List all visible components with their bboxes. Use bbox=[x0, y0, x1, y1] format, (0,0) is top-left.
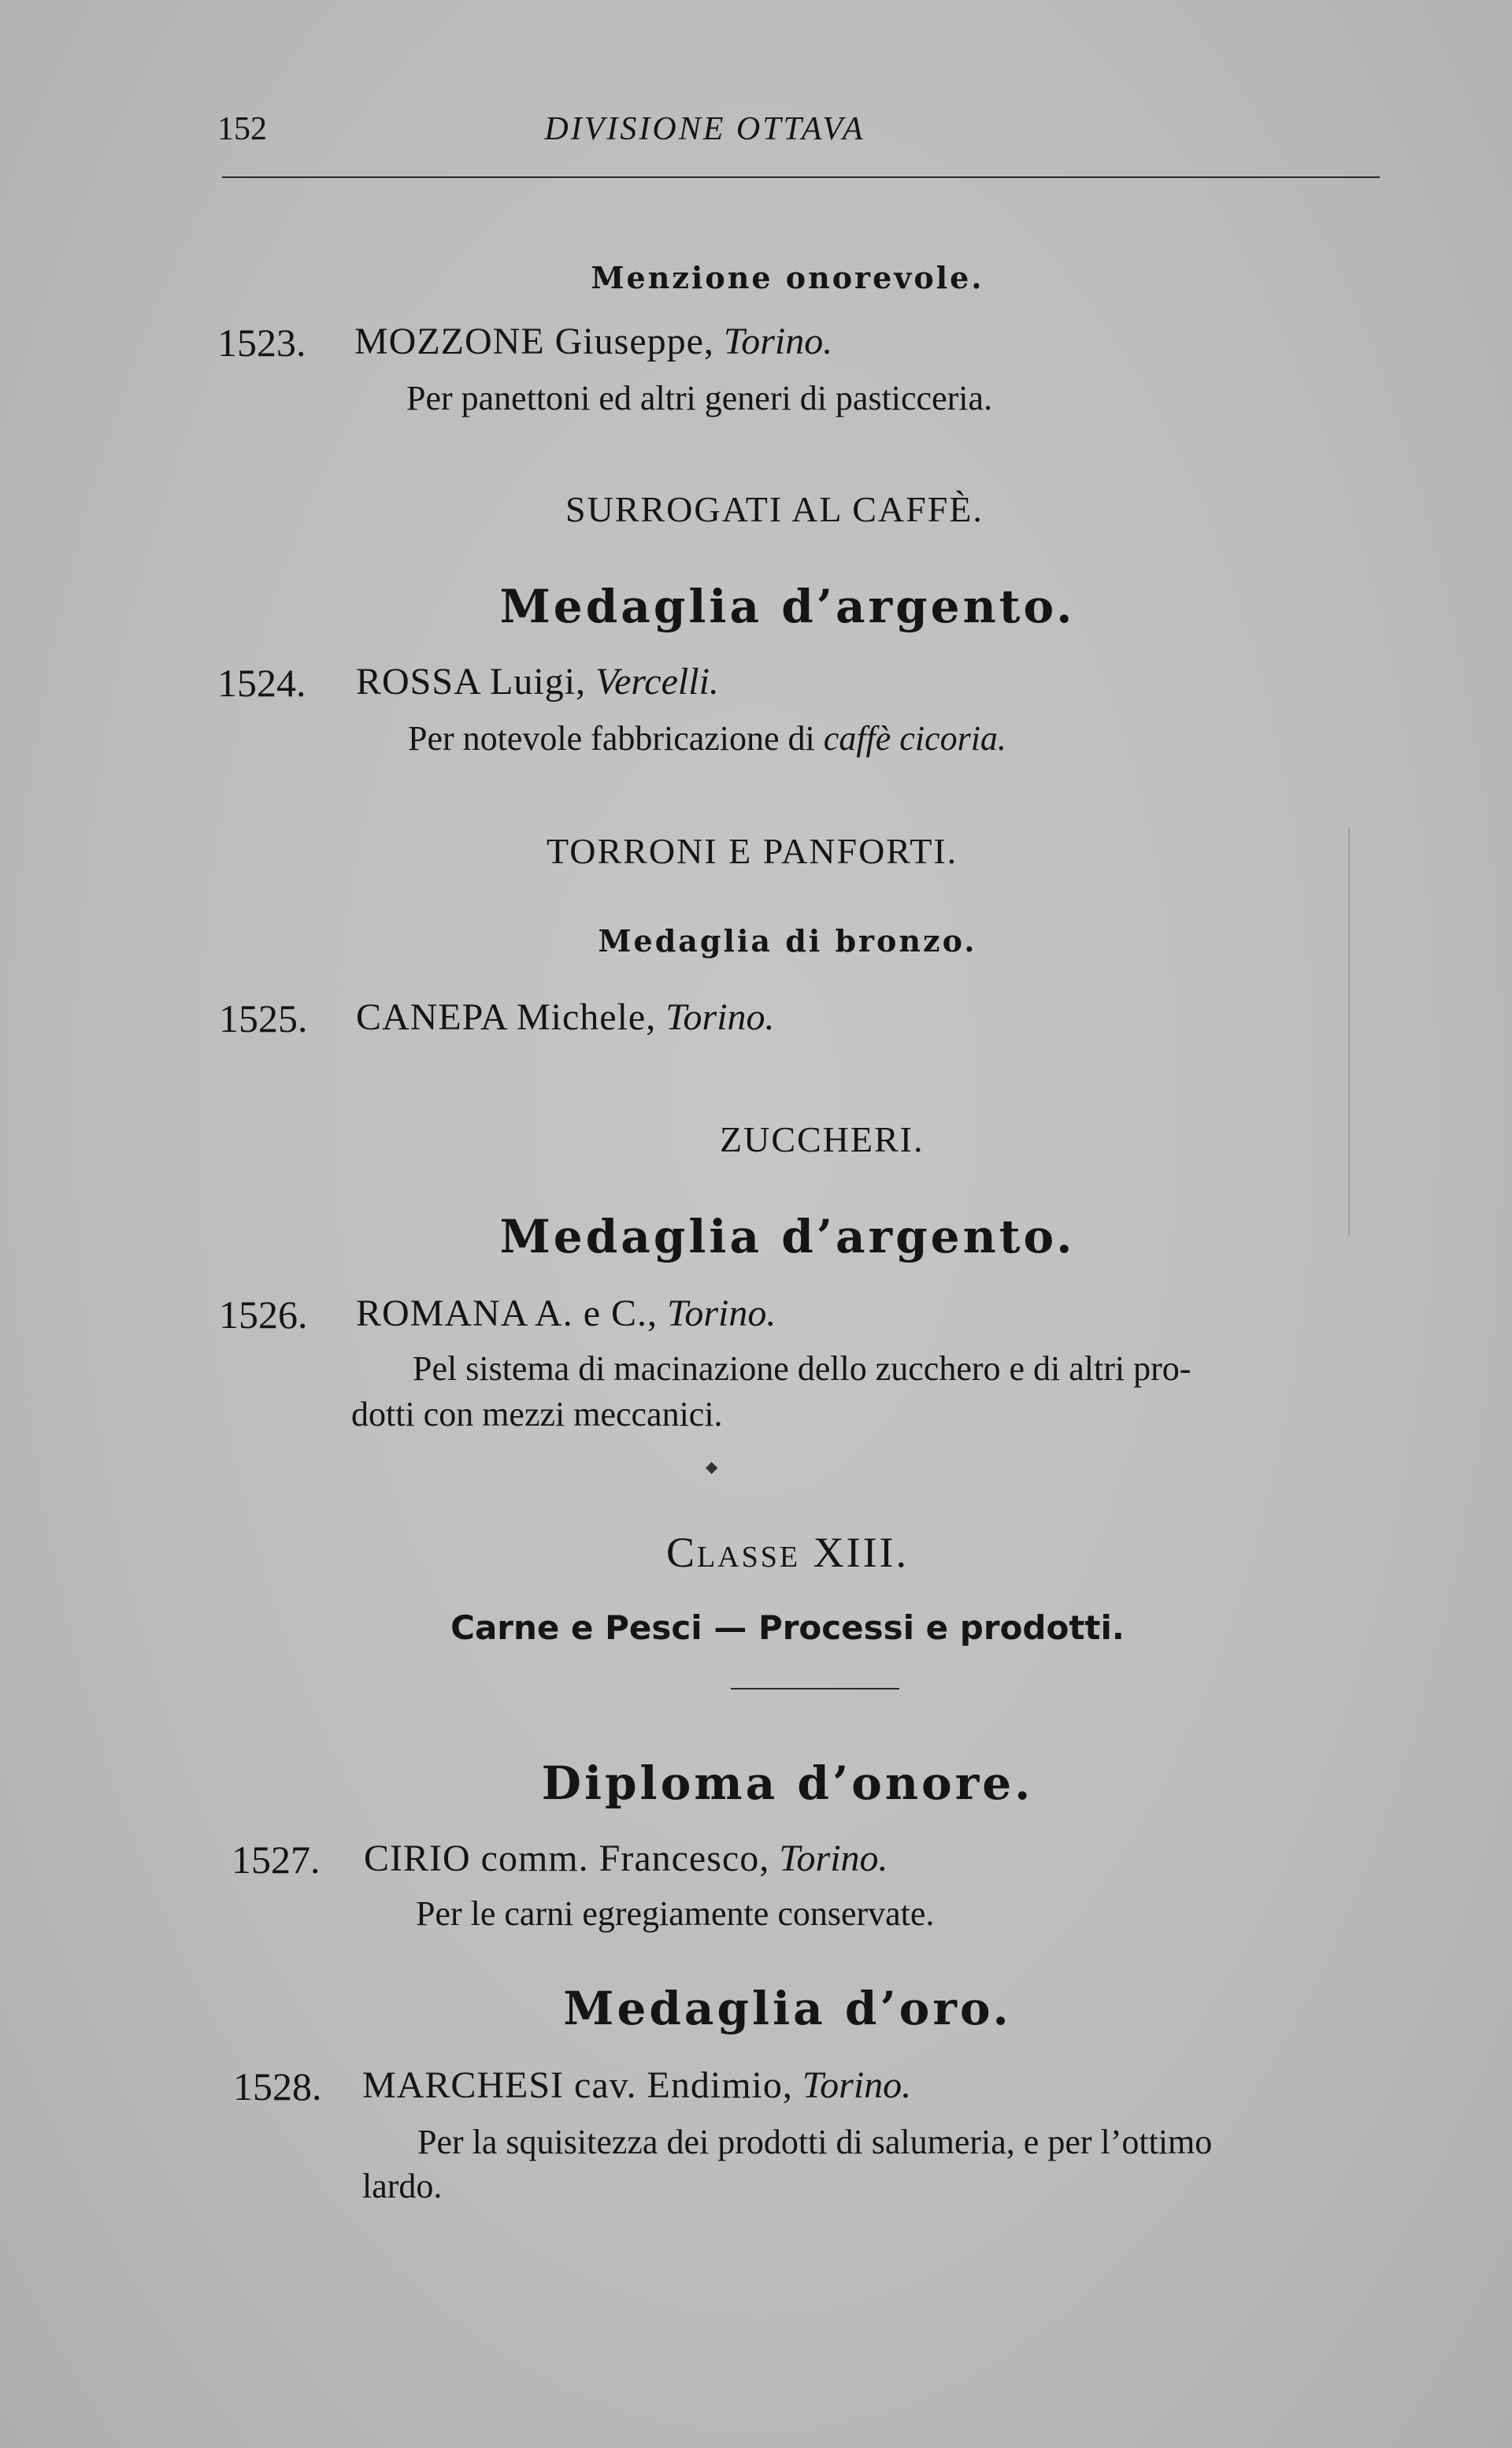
header-rule bbox=[222, 176, 1380, 178]
entry-number-1528: 1528. bbox=[233, 2064, 322, 2109]
entry-place: Torino. bbox=[665, 996, 775, 1038]
entry-desc-1526-line2: dotti con mezzi meccanici. bbox=[351, 1395, 723, 1434]
award-heading-oro: Medaglia d’oro. bbox=[563, 1982, 1012, 2035]
award-heading-argento-1: Medaglia d’argento. bbox=[499, 580, 1076, 633]
class-subtitle: Carne e Pesci — Processi e prodotti. bbox=[450, 1608, 1125, 1647]
entry-1523 bbox=[354, 320, 832, 363]
award-heading-menzione: Menzione onorevole. bbox=[591, 260, 984, 295]
entry-desc-1528-line1: Per la squisitezza dei prodotti di salumeria, e per l’ottimo bbox=[417, 2123, 1213, 2161]
entry-place: Torino. bbox=[723, 321, 833, 362]
desc-italic-text: caffè cicoria. bbox=[823, 719, 1006, 758]
entry-desc-1528-line2: lardo. bbox=[362, 2167, 443, 2205]
entry-place: Vercelli. bbox=[595, 661, 719, 703]
entry-desc-1523: Per panettoni ed altri generi di pasticceria. bbox=[406, 379, 993, 417]
entry-desc-1524 bbox=[408, 718, 1006, 759]
entry-place: Torino. bbox=[802, 2064, 912, 2106]
award-heading-argento-2: Medaglia d’argento. bbox=[499, 1210, 1076, 1263]
section-heading-torroni: TORRONI E PANFORTI. bbox=[547, 831, 958, 871]
class-rule bbox=[731, 1688, 899, 1689]
entry-name: ROMANA A. e C., bbox=[356, 1293, 658, 1334]
entry-desc-1527: Per le carni egregiamente conservate. bbox=[416, 1894, 935, 1933]
entry-1526 bbox=[356, 1292, 776, 1335]
page-number: 152 bbox=[217, 111, 267, 147]
entry-place: Torino. bbox=[779, 1838, 888, 1879]
section-heading-zuccheri: ZUCCHERI. bbox=[720, 1119, 925, 1159]
entry-number-1526: 1526. bbox=[219, 1293, 308, 1337]
entry-number-1524: 1524. bbox=[217, 661, 306, 705]
desc-text: Per notevole fabbricazione di bbox=[408, 719, 815, 758]
entry-name: CIRIO comm. Francesco, bbox=[364, 1838, 770, 1879]
entry-desc-1526-line1: Pel sistema di macinazione dello zucchero e di altri pro- bbox=[413, 1349, 1191, 1388]
page-edge-shadow bbox=[1348, 827, 1350, 1237]
entry-1525 bbox=[356, 996, 775, 1039]
class-title: Classe XIII. bbox=[665, 1529, 910, 1576]
running-title: DIVISIONE OTTAVA bbox=[544, 111, 865, 147]
entry-number-1527: 1527. bbox=[232, 1838, 321, 1882]
entry-name: MOZZONE Giuseppe, bbox=[354, 321, 714, 362]
entry-place: Torino. bbox=[667, 1293, 776, 1334]
entry-number-1523: 1523. bbox=[217, 321, 306, 365]
entry-1527 bbox=[364, 1837, 888, 1880]
award-heading-diploma: Diploma d’onore. bbox=[541, 1756, 1034, 1810]
section-heading-surrogati: SURROGATI AL CAFFÈ. bbox=[565, 489, 984, 529]
entry-name: CANEPA Michele, bbox=[356, 996, 657, 1038]
entry-name: ROSSA Luigi, bbox=[356, 661, 587, 703]
ornament: ◆ bbox=[706, 1459, 718, 1476]
entry-name: MARCHESI cav. Endimio, bbox=[362, 2064, 793, 2106]
entry-number-1525: 1525. bbox=[219, 996, 308, 1040]
award-heading-bronzo: Medaglia di bronzo. bbox=[598, 923, 977, 959]
entry-1528 bbox=[362, 2064, 911, 2107]
entry-1524 bbox=[356, 660, 719, 703]
